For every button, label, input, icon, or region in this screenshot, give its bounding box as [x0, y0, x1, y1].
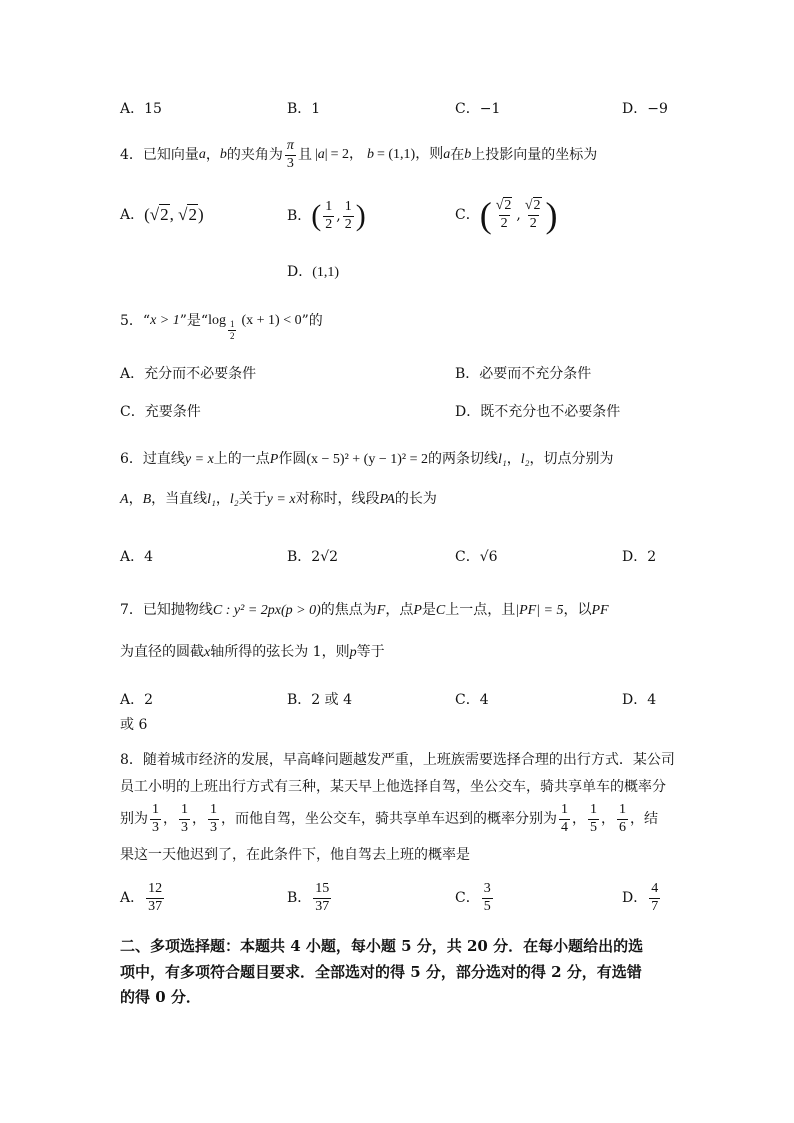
q7-option-b: B．2 或 4: [287, 692, 353, 708]
q4-option-a: A． (√2, √2): [120, 205, 204, 224]
q5-option-c: C．充要条件: [120, 404, 201, 420]
q8-option-b: B． $\frac{15}{37}$: [287, 881, 330, 914]
abs-vector-a: |a|: [314, 147, 328, 163]
q7-stem-line2: 为直径的圆截x轴所得的弦长为 1，则p等于: [120, 644, 385, 660]
q7-option-d: D．4: [622, 692, 657, 708]
q4-option-b: B． ( $\frac{1}{2}$ , $\frac{1}{2}$ ): [287, 199, 366, 233]
q4-option-c: C． ( $\frac{√2}{2}$ , $\frac{√2}{2}$ ): [455, 195, 558, 235]
q8-line3: 别为 $\frac{1}{3}$ ， $\frac{1}{3}$ ， $\frac{1}{3}$ ，而他自驾，坐公交车，骑共享单车迟到的概率分别为 $\frac{1}{4}$ ， $\frac{1}{5}$ ， $\frac{1}{6}$ ，结: [120, 802, 658, 835]
q6-option-b: B．2√2: [287, 549, 339, 565]
q7-stem-line1: 7．已知抛物线C : y² = 2px(p > 0)的焦点为F，点P是C上一点，且|PF| = 5，以PF: [120, 602, 609, 618]
q8-option-a: A． $\frac{12}{37}$: [120, 881, 163, 914]
q6-stem-line2: A，B，当直线l₁，l₂关于y = x对称时，线段PA的长为: [120, 491, 437, 507]
q5-option-a: A．充分而不必要条件: [120, 366, 257, 382]
q3-option-d: D．−9: [622, 101, 668, 117]
q8-line1: 8．随着城市经济的发展，早高峰问题越发严重，上班族需要选择合理的出行方式．某公司: [120, 752, 675, 768]
q3-option-a: A．15: [120, 101, 162, 117]
q6-option-c: C．√6: [455, 549, 498, 565]
q5-option-d: D．既不充分也不必要条件: [455, 404, 621, 420]
q7-option-c: C．4: [455, 692, 489, 708]
q4-option-d: D．(1,1): [287, 264, 340, 280]
q8-line2: 员工小明的上班出行方式有三种，某天早上他选择自驾，坐公交车，骑共享单车的概率分: [120, 779, 666, 795]
q7-option-d-wrap: 或 6: [120, 717, 148, 733]
q6-option-d: D．2: [622, 549, 657, 565]
q5-stem: 5．“ x > 1 ”是“ log $\frac{1}{2}$ (x + 1) < 0 ”的: [120, 313, 323, 342]
q6-option-a: A．4: [120, 549, 154, 565]
vector-b: b: [219, 147, 227, 163]
q8-option-c: C． $\frac{3}{5}$: [455, 881, 491, 914]
q6-stem-line1: 6．过直线y = x上的一点P作圆(x − 5)² + (y − 1)² = 2的两条切线l₁，l₂，切点分别为: [120, 451, 614, 467]
q5-option-b: B．必要而不充分条件: [455, 366, 592, 382]
section2-line2: 项中，有多项符合题目要求．全部选对的得 5 分，部分选对的得 2 分，有选错: [120, 963, 642, 981]
q8-line4: 果这一天他迟到了，在此条件下，他自驾去上班的概率是: [120, 847, 470, 863]
vector-a: a: [198, 147, 206, 163]
q3-option-c: C．−1: [455, 101, 501, 117]
q8-option-d: D． $\frac{4}{7}$: [622, 881, 659, 914]
section2-line1: 二、多项选择题：本题共 4 小题，每小题 5 分，共 20 分．在每小题给出的选: [120, 937, 644, 955]
q3-option-b: B．1: [287, 101, 321, 117]
section2-line3: 的得 0 分．: [120, 988, 201, 1006]
q7-option-a: A．2: [120, 692, 154, 708]
q4-stem: 4．已知向量 a ， b 的夹角为 $\frac{\pi}{3}$ 且 |a| = 2， b = (1,1)，则 a 在 b 上投影向量的坐标为: [120, 138, 598, 171]
angle-fraction: $\frac{\pi}{3}$: [286, 138, 294, 171]
